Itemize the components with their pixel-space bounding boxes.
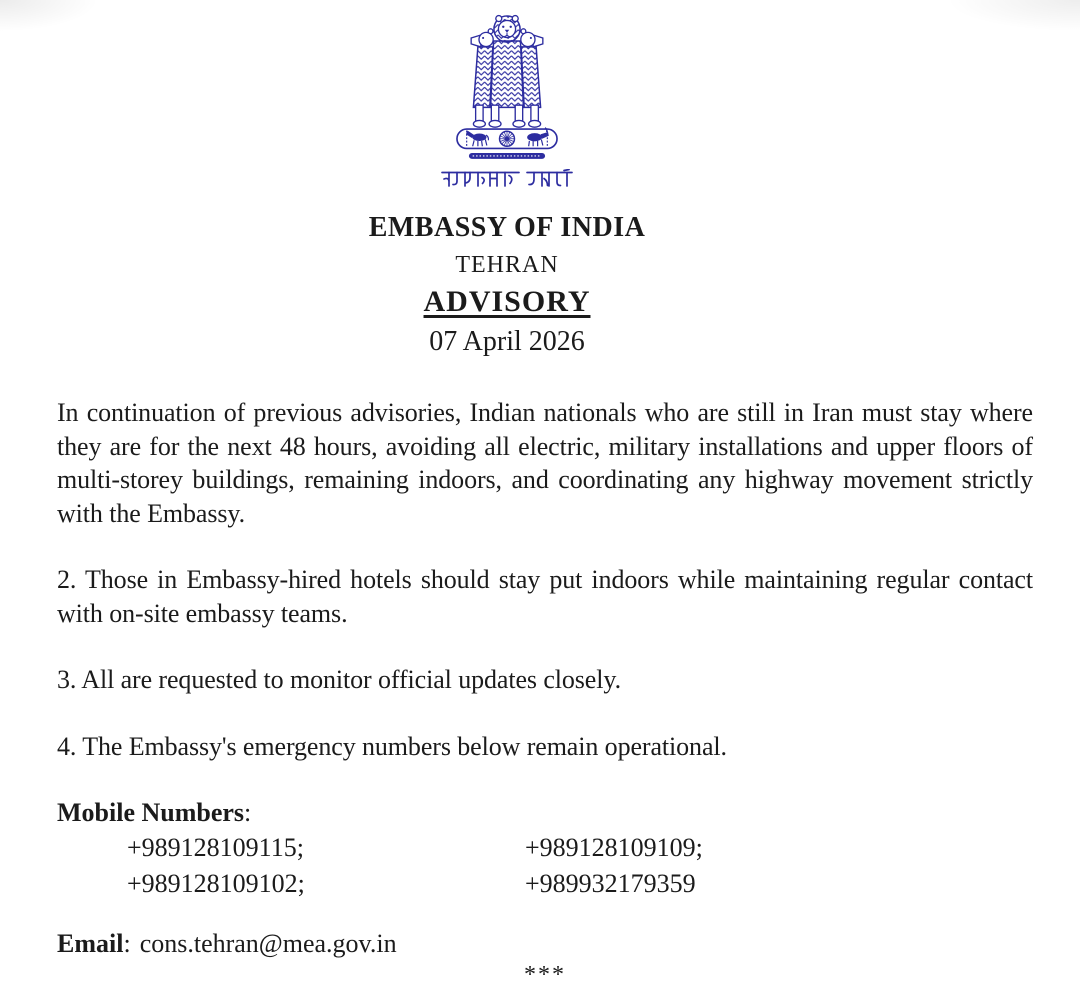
phone-number: +989128109109; [525,833,703,862]
end-of-document-mark: *** [524,962,566,988]
advisory-paragraph-4: 4. The Embassy's emergency numbers below remain operational. [57,731,727,761]
phone-numbers-list [57,831,1033,900]
phone-number: +989128109102; [127,869,305,898]
email-label: Email [57,929,124,958]
state-emblem-of-india-icon [451,8,563,165]
advisory-paragraph-3: 3. All are requested to monitor official updates closely. [57,665,621,694]
email-line [57,927,1033,960]
document-type-title: ADVISORY [423,285,591,318]
location-subtitle: TEHRAN [455,252,559,278]
document-body [0,396,1080,989]
document-date: 07 April 2026 [429,326,585,357]
emblem-motto [0,169,1047,191]
organization-title: EMBASSY OF INDIA [368,212,646,243]
document-header [0,0,1047,359]
email-colon: : [123,929,131,958]
advisory-paragraph-1: In continuation of previous advisories, Indian nationals who are still in Iran must stay where they are for the next 48 hours, avoiding all electric, military installations and upper floors of multi-storey buildings, remaining indoors, and coordinating any highway movement strictly with the Embassy. [57,398,1033,528]
mobile-numbers-colon: : [244,798,252,827]
mobile-numbers-heading [57,796,1033,829]
email-address: cons.tehran@mea.gov.in [139,929,397,958]
advisory-paragraph-2: 2. Those in Embassy-hired hotels should stay put indoors while maintaining regular contact with on-site embassy teams. [57,565,1033,628]
phone-number: +989932179359 [525,869,696,898]
phone-number: +989128109115; [127,833,304,862]
mobile-numbers-label: Mobile Numbers [57,798,245,827]
